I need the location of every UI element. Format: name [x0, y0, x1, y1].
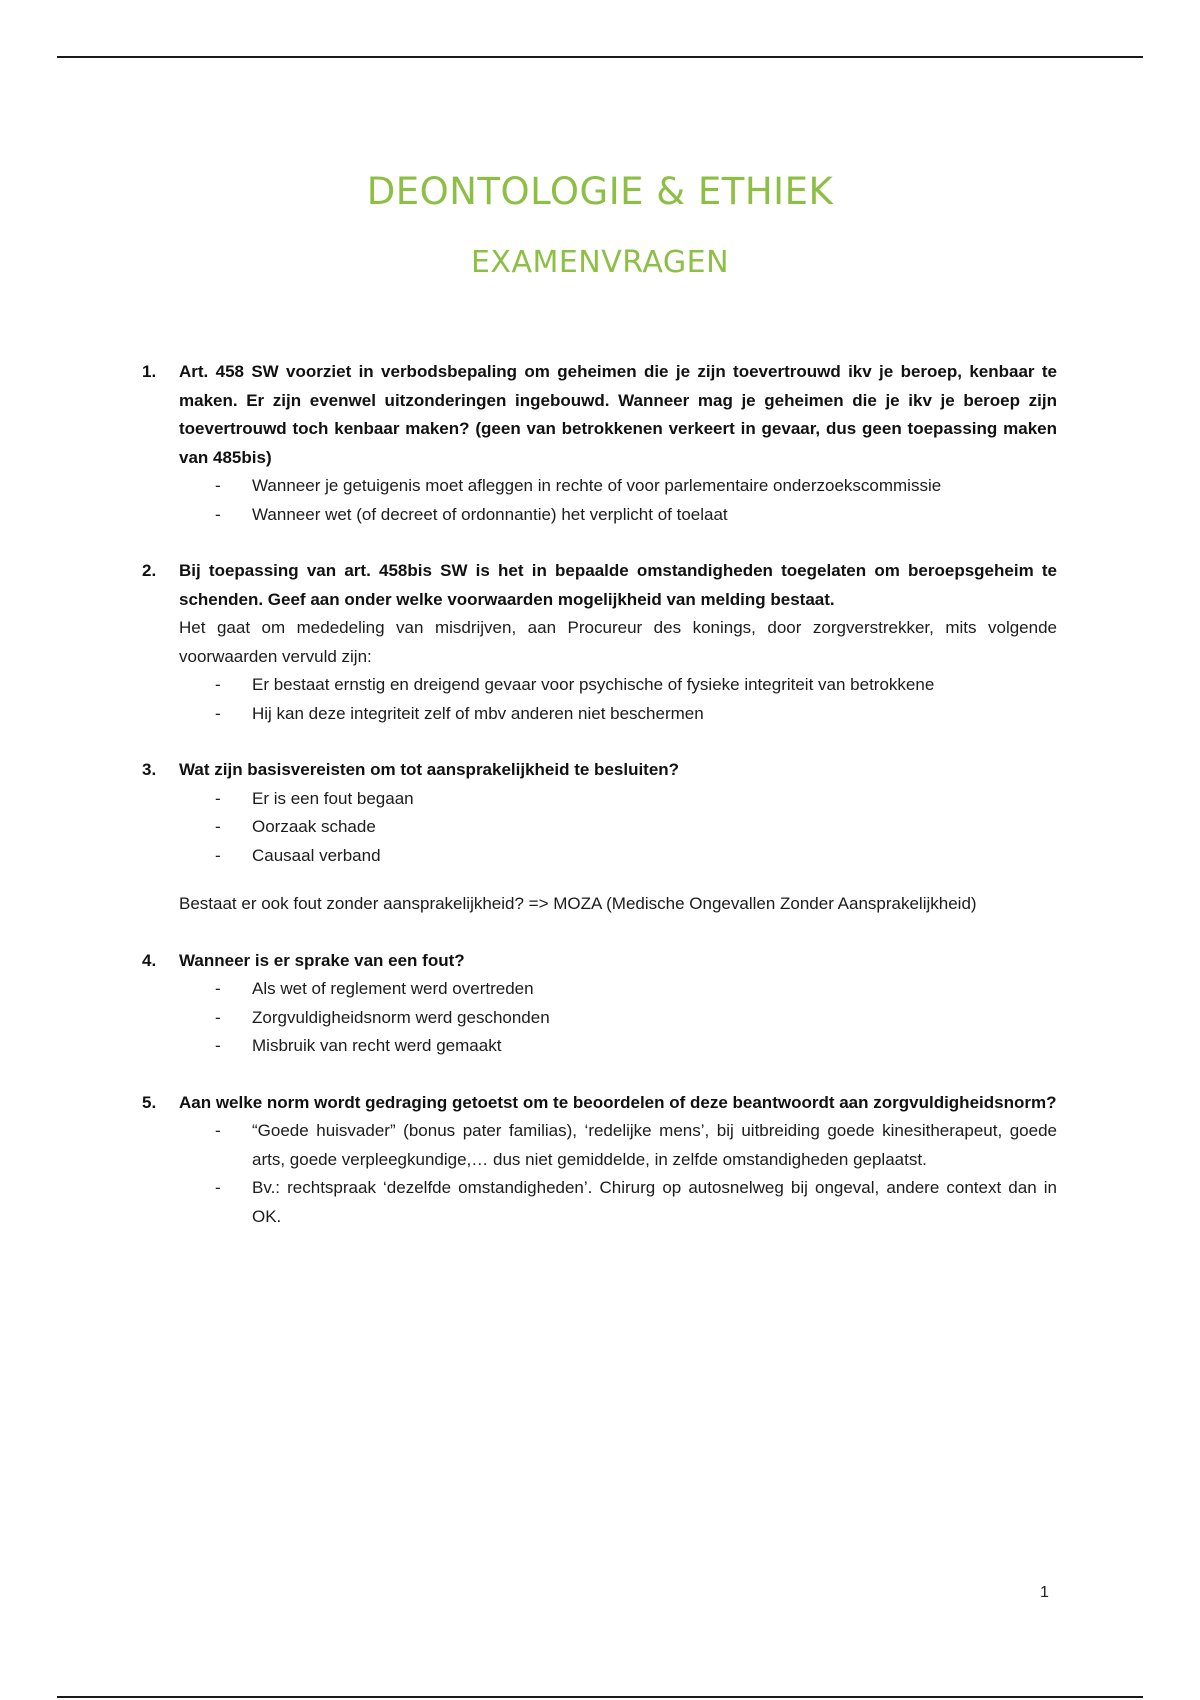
- question-number: 1.: [142, 362, 157, 381]
- question-number: 3.: [142, 760, 157, 779]
- header-rule: [57, 56, 1143, 58]
- bullet-marker: -: [215, 675, 221, 694]
- bullet-marker: -: [215, 1178, 221, 1197]
- answer-list: [179, 472, 1057, 529]
- answer-item: - Causaal verband: [179, 842, 1057, 871]
- question-text: Aan welke norm wordt gedraging getoetst om te beoordelen of deze beantwoordt aan zorgvuldigheidsnorm?: [179, 1092, 1057, 1112]
- question-text: Bij toepassing van art. 458bis SW is het in bepaalde omstandigheden toegelaten om beroepsgeheim te schenden. Geef aan onder welke voorwaarden mogelijkheid van melding bestaat.: [179, 561, 1057, 609]
- footer-rule: [57, 1696, 1143, 1698]
- answer-item: - Misbruik van recht werd gemaakt: [179, 1032, 1057, 1061]
- question-5: [142, 1089, 1057, 1232]
- bullet-marker: -: [215, 979, 221, 998]
- answer-item: - Als wet of reglement werd overtreden: [179, 975, 1057, 1004]
- question-text: Wanneer is er sprake van een fout?: [179, 950, 465, 970]
- document-subtitle: EXAMENVRAGEN: [470, 245, 730, 280]
- answer-list: [179, 671, 1057, 728]
- answer-item: - Bv.: rechtspraak ‘dezelfde omstandigheden’. Chirurg op autosnelweg bij ongeval, andere context dan in OK.: [179, 1174, 1057, 1231]
- bullet-marker: -: [215, 1036, 221, 1055]
- question-3: [142, 756, 1057, 919]
- answer-text: Het gaat om mededeling van misdrijven, aan Procureur des konings, door zorgverstrekker, mits volgende voorwaarden vervuld zijn:: [179, 618, 1057, 666]
- answer-list: [179, 785, 1057, 871]
- bullet-marker: -: [215, 1007, 221, 1027]
- answer-list: [179, 975, 1057, 1061]
- bullet-marker: -: [215, 476, 221, 495]
- answer-list: [179, 1117, 1057, 1231]
- question-list: [142, 358, 1057, 1231]
- answer-item: - Wanneer wet (of decreet of ordonnantie) het verplicht of toelaat: [179, 501, 1057, 530]
- answer-item: - Zorgvuldigheidsnorm werd geschonden: [179, 1004, 1057, 1033]
- question-text: Art. 458 SW voorziet in verbodsbepaling om geheimen die je zijn toevertrouwd ikv je beroep, kenbaar te maken. Er zijn evenwel uitzonderingen ingebouwd. Wanneer mag je geheimen die je ikv je beroep zijn toevertrouwd toch kenbaar maken? (geen van betrokkenen verkeert in gevaar, dus geen toepassing maken van 485bis): [179, 362, 1057, 467]
- question-number: 5.: [142, 1092, 157, 1112]
- answer-item: - Er bestaat ernstig en dreigend gevaar voor psychische of fysieke integriteit van betrokkene: [179, 671, 1057, 700]
- answer-item: - Er is een fout begaan: [179, 785, 1057, 814]
- bullet-marker: -: [215, 845, 221, 865]
- bullet-marker: -: [215, 1121, 221, 1140]
- question-text: Wat zijn basisvereisten om tot aansprakelijkheid te besluiten?: [179, 760, 680, 779]
- answer-item: - Oorzaak schade: [179, 813, 1057, 842]
- bullet-marker: -: [215, 817, 221, 836]
- question-2: [142, 557, 1057, 728]
- question-4: [142, 947, 1057, 1061]
- answer-item: - Hij kan deze integriteit zelf of mbv anderen niet beschermen: [179, 700, 1057, 729]
- document-title: DEONTOLOGIE & ETHIEK: [366, 170, 834, 213]
- answer-item: - “Goede huisvader” (bonus pater familias), ‘redelijke mens’, bij uitbreiding goede kinesitherapeut, goede arts, goede verpleegkundige,… dus niet gemiddelde, in zelfde omstandigheden geplaatst.: [179, 1117, 1057, 1174]
- bullet-marker: -: [215, 788, 221, 808]
- question-1: [142, 358, 1057, 529]
- answer-item: - Wanneer je getuigenis moet afleggen in rechte of voor parlementaire onderzoekscommissie: [179, 472, 1057, 501]
- question-number: 4.: [142, 950, 157, 970]
- question-number: 2.: [142, 561, 157, 580]
- bullet-marker: -: [215, 703, 221, 723]
- answer-note: Bestaat er ook fout zonder aansprakelijkheid? => MOZA (Medische Ongevallen Zonder Aansprakelijkheid): [179, 894, 977, 913]
- bullet-marker: -: [215, 504, 221, 524]
- page-number: 1: [1040, 1584, 1049, 1601]
